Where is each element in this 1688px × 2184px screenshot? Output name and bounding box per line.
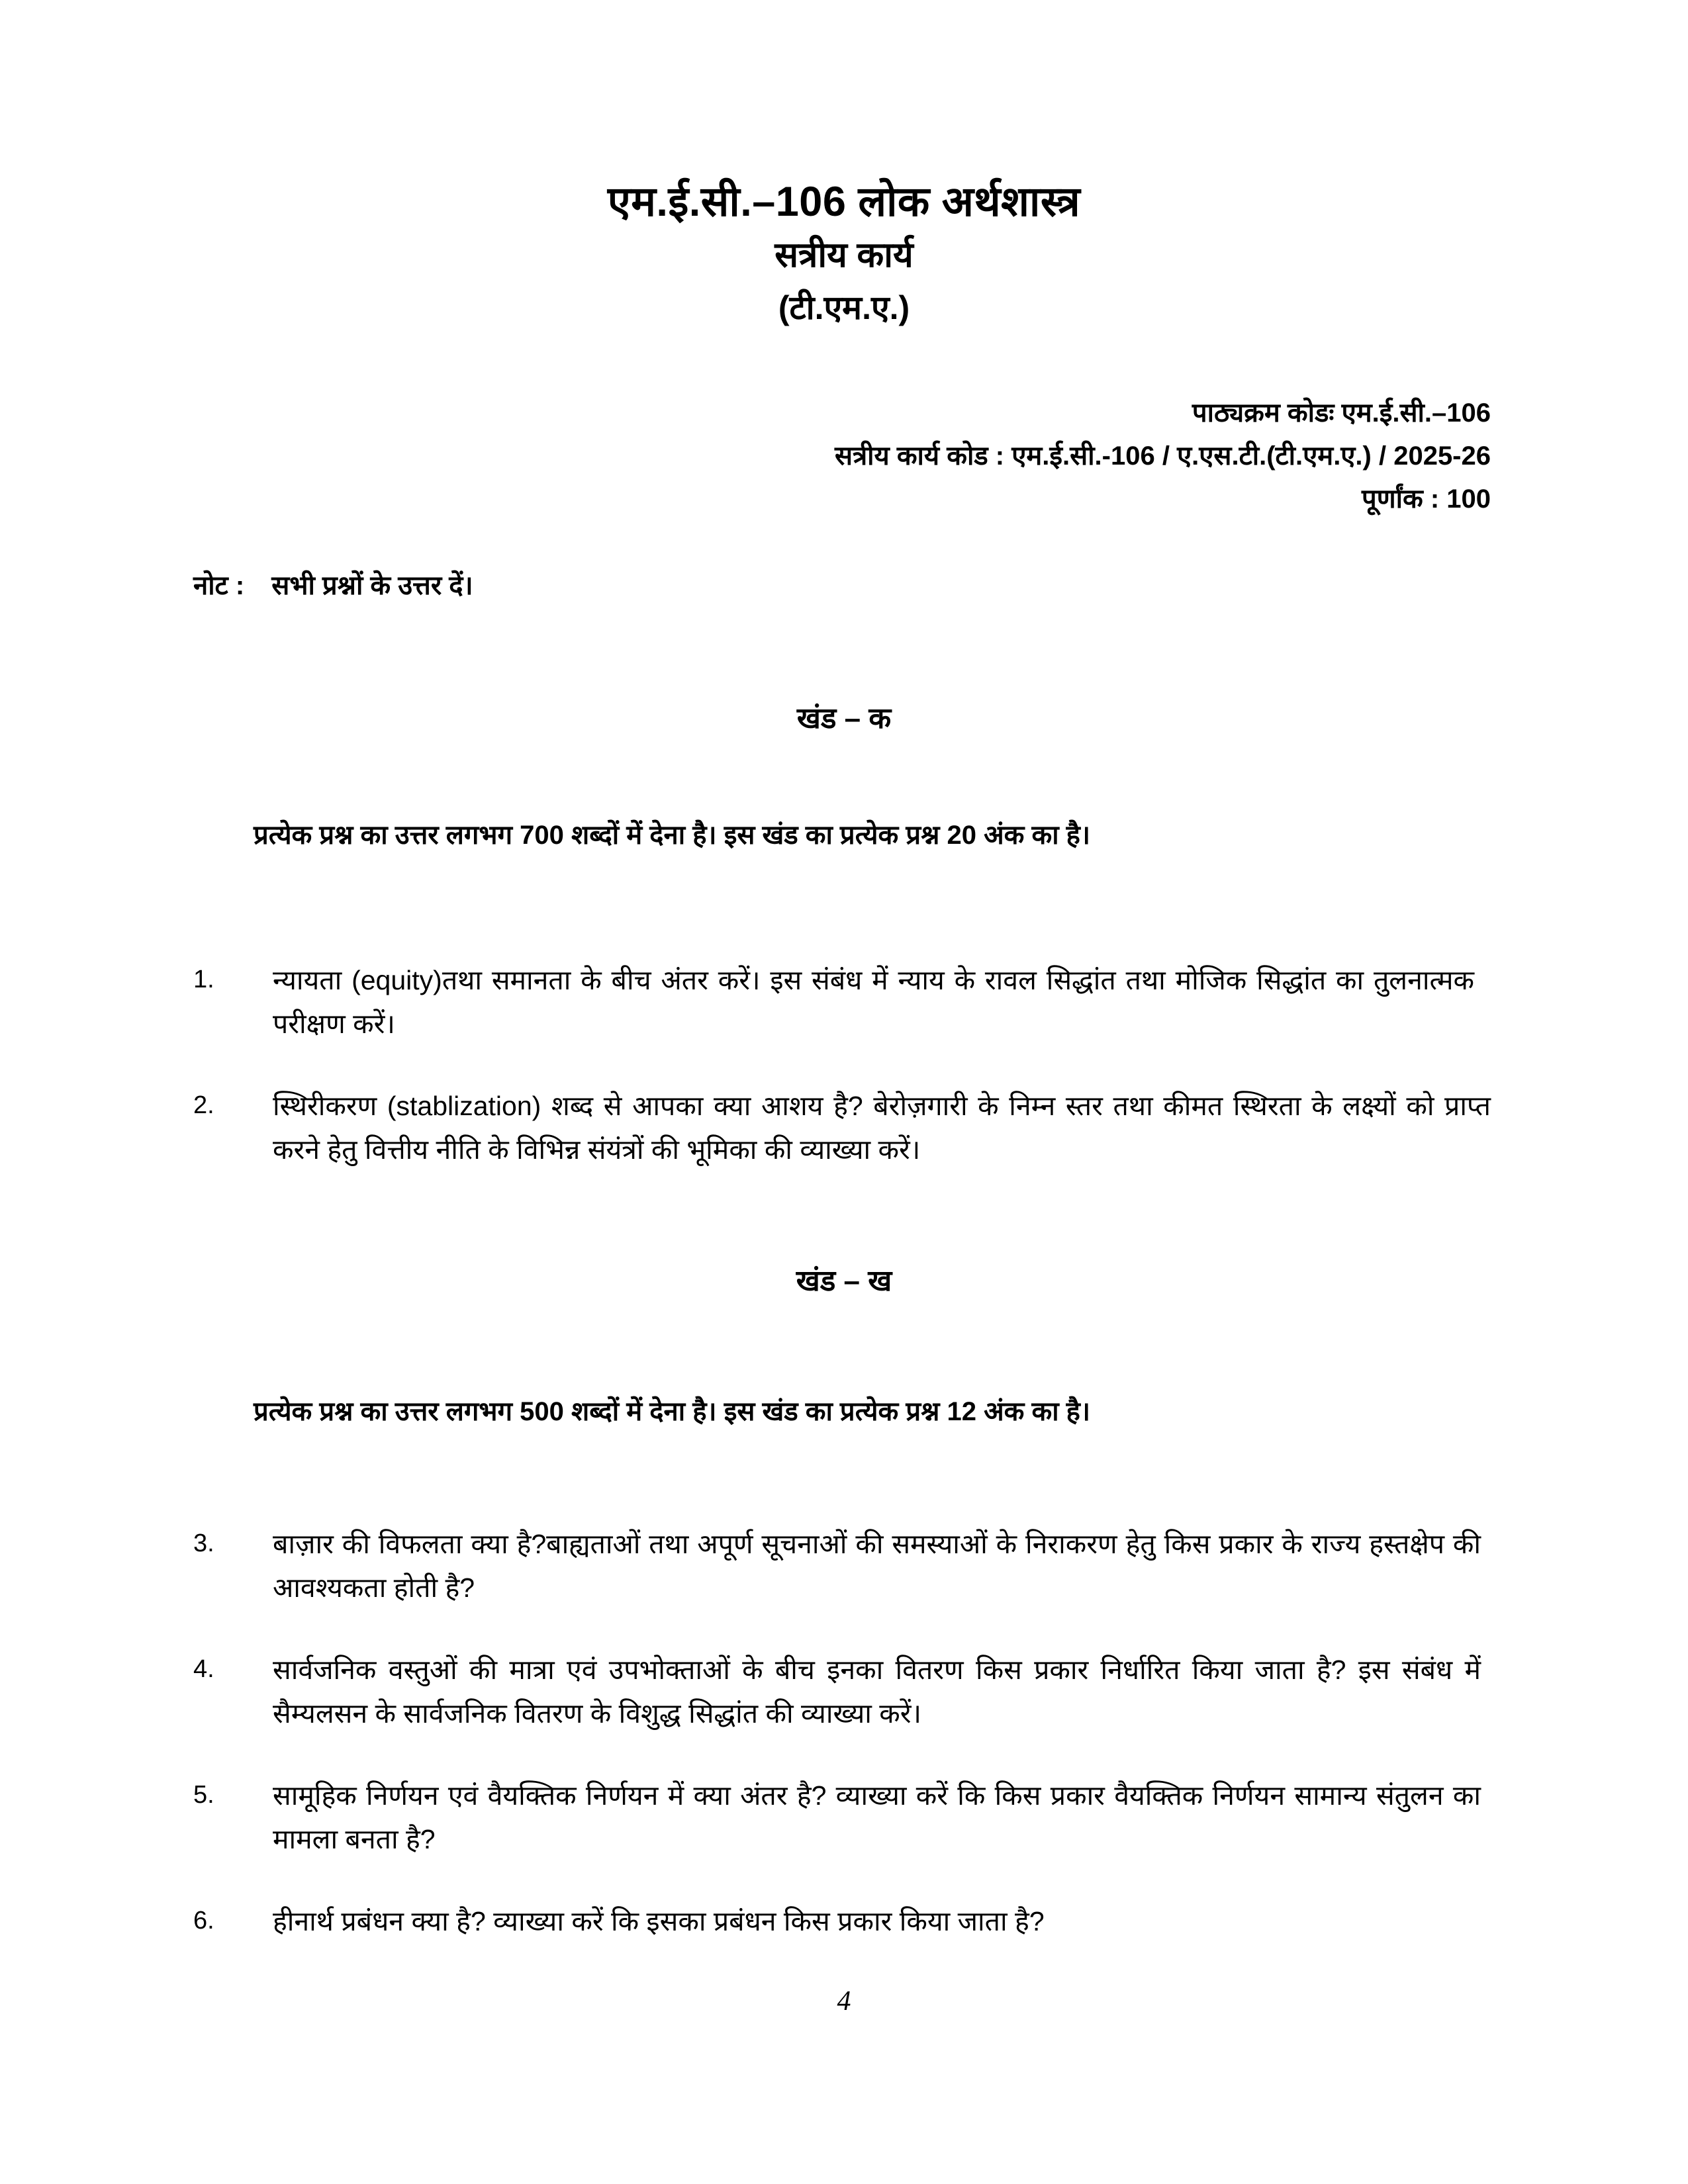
question-number: 5. (193, 1781, 214, 1809)
page-subtitle: सत्रीय कार्य (774, 236, 914, 275)
question-text-pre: स्थिरीकरण (273, 1091, 387, 1121)
question-text (273, 1648, 1481, 1736)
question-item (193, 1648, 1484, 1736)
note-label: नोट : (193, 571, 245, 600)
page-title: एम.ई.सी.–106 लोक अर्थशास्त्र (607, 179, 1081, 225)
note-text: सभी प्रश्नों के उत्तर दें। (271, 571, 473, 600)
course-code: पाठ्यक्रम कोडः एम.ई.सी.–106 (1192, 398, 1491, 428)
question-number: 1. (193, 966, 214, 993)
question-number: 2. (193, 1091, 214, 1119)
maximum-marks: पूर्णांक : 100 (1361, 484, 1491, 514)
question-text-post: हीनार्थ प्रबंधन क्या है? व्याख्या करें कि इसका प्रबंधन किस प्रकार किया जाता है? (273, 1906, 1045, 1936)
question-text-post: बाज़ार की विफलता क्या है?बाह्यताओं तथा अपूर्ण सूचनाओं की समस्याओं के निराकरण हेतु किस प्रकार के राज्य हस्तक्षेप की आवश्यकता होती है? (273, 1529, 1481, 1604)
question-text-post: सार्वजनिक वस्तुओं की मात्रा एवं उपभोक्ताओं के बीच इनका वितरण किस प्रकार निर्धारित किया जाता है? इस संबंध में सैम्यलसन के सार्वजनिक वितरण के विशुद्ध सिद्धांत की व्याख्या करें। (273, 1655, 1481, 1729)
question-text (273, 1084, 1491, 1172)
section-a-heading: खंड – क (796, 702, 892, 735)
question-text (273, 1899, 1481, 1943)
question-item (193, 1522, 1484, 1610)
course-code-block (835, 392, 1491, 520)
question-text (273, 1774, 1481, 1862)
question-item (193, 1899, 1484, 1943)
page-title-block (0, 177, 1688, 330)
question-term-latin: (equity) (352, 965, 442, 995)
question-term-latin: (stablization) (387, 1091, 541, 1121)
question-text-post: सामूहिक निर्णयन एवं वैयक्तिक निर्णयन में क्या अंतर है? व्याख्या करें कि किस प्रकार वैयक्तिक निर्णयन सामान्य संतुलन का मामला बनता है? (273, 1780, 1481, 1855)
question-number: 3. (193, 1529, 214, 1557)
question-text-pre: न्यायता (273, 965, 352, 995)
question-text-post: तथा समानता के बीच अंतर करें। इस संबंध में न्याय के रावल सिद्धांत तथा मोजिक सिद्धांत का तुलनात्मक परीक्षण करें। (273, 965, 1475, 1040)
assignment-code: सत्रीय कार्य कोड : एम.ई.सी.-106 / ए.एस.टी.(टी.एम.ए.) / 2025-26 (835, 441, 1491, 471)
question-text-post: शब्द से आपका क्या आशय है? बेरोज़गारी के निम्न स्तर तथा कीमत स्थिरता के लक्ष्यों को प्राप्त करने हेतु वित्तीय नीति के विभिन्न संयंत्रों की भूमिका की व्याख्या करें। (273, 1091, 1491, 1165)
question-item (193, 1084, 1494, 1172)
question-number: 4. (193, 1655, 214, 1683)
section-b-instruction: प्रत्येक प्रश्न का उत्तर लगभग 500 शब्दों में देना है। इस खंड का प्रत्येक प्रश्न 12 अंक का है। (254, 1397, 1091, 1426)
section-b-heading: खंड – ख (796, 1265, 892, 1297)
question-text (273, 958, 1474, 1046)
question-text (273, 1522, 1481, 1610)
note-row (193, 566, 473, 602)
question-number: 6. (193, 1907, 214, 1934)
question-item (193, 958, 1477, 1046)
page-subtitle-abbrev: (टी.एम.ए.) (778, 289, 910, 327)
question-item (193, 1774, 1484, 1862)
section-a-instruction: प्रत्येक प्रश्न का उत्तर लगभग 700 शब्दों में देना है। इस खंड का प्रत्येक प्रश्न 20 अंक का है। (254, 821, 1091, 850)
page-number: 4 (837, 1986, 851, 2017)
